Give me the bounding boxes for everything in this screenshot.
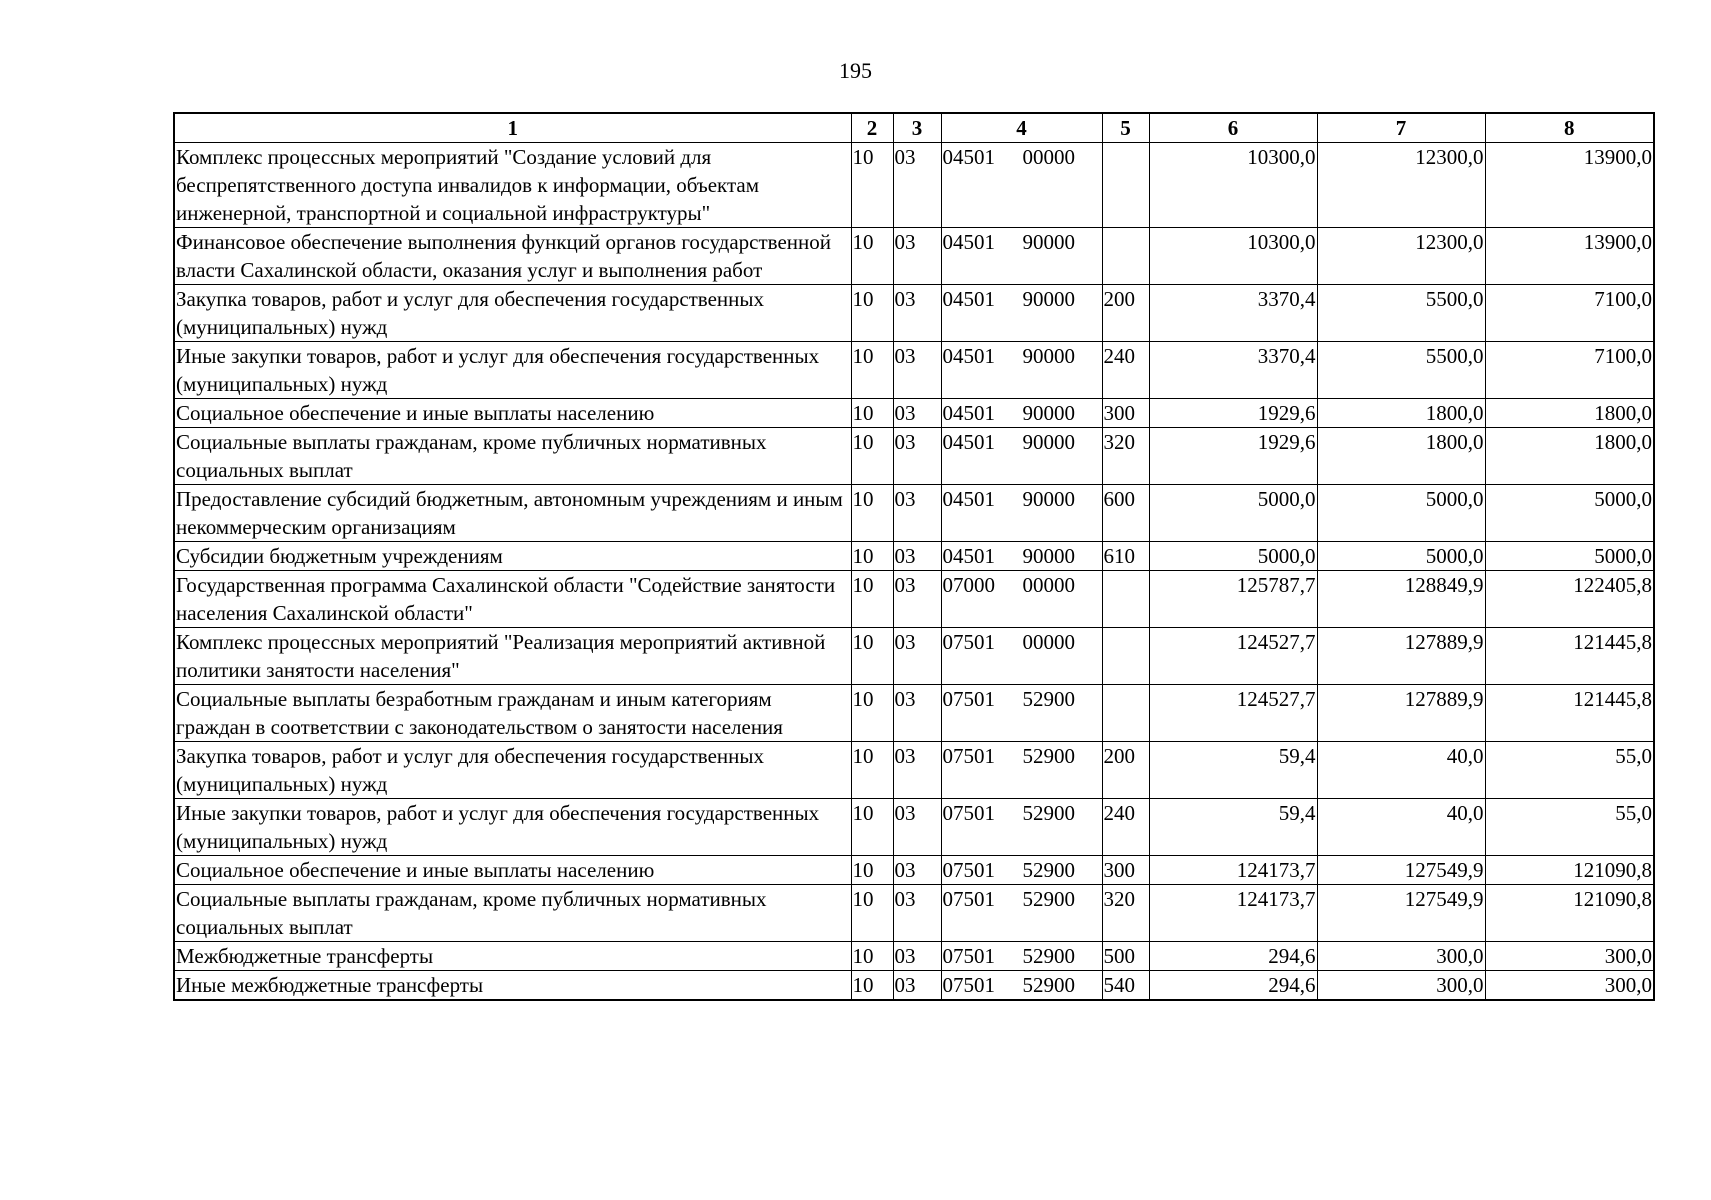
row-name-cell: Предоставление субсидий бюджетным, автономным учреждениям и иным некоммерческим организациям	[174, 485, 851, 542]
column-header: 1	[174, 113, 851, 143]
table-row	[174, 485, 1654, 542]
program-code-part-1: 07501	[942, 801, 995, 825]
program-code-part-1: 07501	[942, 630, 995, 654]
subsection-code-cell: 03	[893, 399, 941, 428]
amount-col7-cell: 5500,0	[1317, 342, 1485, 399]
amount-col7-cell: 12300,0	[1317, 228, 1485, 285]
program-code-part-1: 04501	[942, 487, 995, 511]
column-header: 2	[851, 113, 893, 143]
row-name-cell: Иные межбюджетные трансферты	[174, 971, 851, 1001]
program-code-cell	[941, 143, 1102, 228]
program-code-part-1: 07501	[942, 744, 995, 768]
amount-col7-cell: 300,0	[1317, 942, 1485, 971]
program-code-part-1: 07501	[942, 887, 995, 911]
row-name-cell: Социальные выплаты гражданам, кроме публичных нормативных социальных выплат	[174, 885, 851, 942]
expense-type-cell: 500	[1102, 942, 1149, 971]
amount-col6-cell: 59,4	[1149, 799, 1317, 856]
program-code-part-2: 00000	[1022, 630, 1075, 654]
program-code-part-2: 90000	[1022, 344, 1075, 368]
program-code-cell	[941, 742, 1102, 799]
table-row	[174, 942, 1654, 971]
subsection-code-cell: 03	[893, 856, 941, 885]
program-code-part-1: 07501	[942, 687, 995, 711]
program-code-cell	[941, 542, 1102, 571]
program-code-part-2: 52900	[1022, 858, 1075, 882]
amount-col6-cell: 5000,0	[1149, 485, 1317, 542]
row-name-cell: Финансовое обеспечение выполнения функций органов государственной власти Сахалинской области, оказания услуг и выполнения работ	[174, 228, 851, 285]
program-code-cell	[941, 971, 1102, 1001]
amount-col7-cell: 127889,9	[1317, 628, 1485, 685]
amount-col6-cell: 124173,7	[1149, 885, 1317, 942]
program-code-part-2: 52900	[1022, 801, 1075, 825]
amount-col8-cell: 13900,0	[1485, 143, 1654, 228]
table-row	[174, 685, 1654, 742]
section-code-cell: 10	[851, 742, 893, 799]
expense-type-cell: 320	[1102, 885, 1149, 942]
program-code-part-2: 52900	[1022, 887, 1075, 911]
row-name-cell: Межбюджетные трансферты	[174, 942, 851, 971]
row-name-cell: Комплекс процессных мероприятий "Реализация мероприятий активной политики занятости населения"	[174, 628, 851, 685]
program-code-part-1: 04501	[942, 430, 995, 454]
expense-type-cell: 300	[1102, 399, 1149, 428]
amount-col6-cell: 10300,0	[1149, 143, 1317, 228]
section-code-cell: 10	[851, 628, 893, 685]
amount-col6-cell: 294,6	[1149, 971, 1317, 1001]
subsection-code-cell: 03	[893, 971, 941, 1001]
program-code-part-2: 90000	[1022, 487, 1075, 511]
program-code-part-1: 04501	[942, 401, 995, 425]
section-code-cell: 10	[851, 685, 893, 742]
section-code-cell: 10	[851, 542, 893, 571]
program-code-cell	[941, 399, 1102, 428]
table-row	[174, 571, 1654, 628]
table-row	[174, 542, 1654, 571]
amount-col8-cell: 13900,0	[1485, 228, 1654, 285]
amount-col8-cell: 300,0	[1485, 971, 1654, 1001]
row-name-cell: Иные закупки товаров, работ и услуг для обеспечения государственных (муниципальных) нужд	[174, 799, 851, 856]
row-name-cell: Закупка товаров, работ и услуг для обеспечения государственных (муниципальных) нужд	[174, 285, 851, 342]
program-code-part-2: 90000	[1022, 287, 1075, 311]
table-row	[174, 399, 1654, 428]
section-code-cell: 10	[851, 971, 893, 1001]
expense-type-cell	[1102, 685, 1149, 742]
program-code-part-1: 07501	[942, 858, 995, 882]
amount-col8-cell: 1800,0	[1485, 399, 1654, 428]
subsection-code-cell: 03	[893, 542, 941, 571]
row-name-cell: Социальные выплаты безработным гражданам и иным категориям граждан в соответствии с законодательством о занятости населения	[174, 685, 851, 742]
amount-col7-cell: 128849,9	[1317, 571, 1485, 628]
amount-col6-cell: 294,6	[1149, 942, 1317, 971]
amount-col8-cell: 300,0	[1485, 942, 1654, 971]
program-code-part-2: 52900	[1022, 973, 1075, 997]
subsection-code-cell: 03	[893, 143, 941, 228]
column-header: 7	[1317, 113, 1485, 143]
table-row	[174, 428, 1654, 485]
expense-type-cell: 600	[1102, 485, 1149, 542]
table-row	[174, 856, 1654, 885]
section-code-cell: 10	[851, 942, 893, 971]
column-header: 6	[1149, 113, 1317, 143]
amount-col6-cell: 124173,7	[1149, 856, 1317, 885]
section-code-cell: 10	[851, 428, 893, 485]
row-name-cell: Закупка товаров, работ и услуг для обеспечения государственных (муниципальных) нужд	[174, 742, 851, 799]
section-code-cell: 10	[851, 799, 893, 856]
program-code-cell	[941, 885, 1102, 942]
subsection-code-cell: 03	[893, 799, 941, 856]
section-code-cell: 10	[851, 143, 893, 228]
expense-type-cell	[1102, 628, 1149, 685]
expense-type-cell	[1102, 228, 1149, 285]
subsection-code-cell: 03	[893, 942, 941, 971]
subsection-code-cell: 03	[893, 428, 941, 485]
expense-type-cell: 610	[1102, 542, 1149, 571]
budget-table	[173, 112, 1655, 1001]
program-code-part-2: 90000	[1022, 430, 1075, 454]
expense-type-cell: 320	[1102, 428, 1149, 485]
program-code-cell	[941, 285, 1102, 342]
program-code-part-1: 04501	[942, 145, 995, 169]
amount-col7-cell: 127889,9	[1317, 685, 1485, 742]
section-code-cell: 10	[851, 885, 893, 942]
table-row	[174, 143, 1654, 228]
column-header: 3	[893, 113, 941, 143]
amount-col8-cell: 7100,0	[1485, 285, 1654, 342]
amount-col8-cell: 121090,8	[1485, 885, 1654, 942]
program-code-cell	[941, 342, 1102, 399]
amount-col7-cell: 5000,0	[1317, 485, 1485, 542]
program-code-part-2: 90000	[1022, 401, 1075, 425]
table-row	[174, 228, 1654, 285]
program-code-cell	[941, 485, 1102, 542]
table-body	[174, 143, 1654, 1001]
amount-col6-cell: 10300,0	[1149, 228, 1317, 285]
amount-col7-cell: 300,0	[1317, 971, 1485, 1001]
program-code-cell	[941, 628, 1102, 685]
subsection-code-cell: 03	[893, 342, 941, 399]
expense-type-cell: 240	[1102, 799, 1149, 856]
row-name-cell: Социальные выплаты гражданам, кроме публичных нормативных социальных выплат	[174, 428, 851, 485]
amount-col8-cell: 55,0	[1485, 799, 1654, 856]
table-row	[174, 799, 1654, 856]
amount-col8-cell: 5000,0	[1485, 542, 1654, 571]
program-code-cell	[941, 856, 1102, 885]
program-code-part-2: 00000	[1022, 145, 1075, 169]
amount-col6-cell: 3370,4	[1149, 342, 1317, 399]
amount-col7-cell: 1800,0	[1317, 399, 1485, 428]
amount-col6-cell: 5000,0	[1149, 542, 1317, 571]
program-code-cell	[941, 942, 1102, 971]
row-name-cell: Субсидии бюджетным учреждениям	[174, 542, 851, 571]
expense-type-cell: 540	[1102, 971, 1149, 1001]
expense-type-cell: 300	[1102, 856, 1149, 885]
amount-col7-cell: 12300,0	[1317, 143, 1485, 228]
program-code-cell	[941, 685, 1102, 742]
section-code-cell: 10	[851, 571, 893, 628]
amount-col7-cell: 5000,0	[1317, 542, 1485, 571]
table-row	[174, 742, 1654, 799]
row-name-cell: Социальное обеспечение и иные выплаты населению	[174, 399, 851, 428]
page-number: 195	[839, 58, 872, 83]
amount-col8-cell: 121090,8	[1485, 856, 1654, 885]
amount-col8-cell: 5000,0	[1485, 485, 1654, 542]
subsection-code-cell: 03	[893, 571, 941, 628]
program-code-part-1: 04501	[942, 287, 995, 311]
amount-col6-cell: 59,4	[1149, 742, 1317, 799]
row-name-cell: Комплекс процессных мероприятий "Создание условий для беспрепятственного доступа инвалидов к информации, объектам инженерной, транспортной и социальной инфраструктуры"	[174, 143, 851, 228]
subsection-code-cell: 03	[893, 885, 941, 942]
amount-col8-cell: 121445,8	[1485, 685, 1654, 742]
amount-col6-cell: 124527,7	[1149, 685, 1317, 742]
program-code-part-2: 52900	[1022, 687, 1075, 711]
section-code-cell: 10	[851, 856, 893, 885]
section-code-cell: 10	[851, 285, 893, 342]
program-code-part-2: 00000	[1022, 573, 1075, 597]
subsection-code-cell: 03	[893, 742, 941, 799]
program-code-part-1: 04501	[942, 230, 995, 254]
section-code-cell: 10	[851, 228, 893, 285]
row-name-cell: Иные закупки товаров, работ и услуг для обеспечения государственных (муниципальных) нужд	[174, 342, 851, 399]
amount-col6-cell: 1929,6	[1149, 399, 1317, 428]
subsection-code-cell: 03	[893, 628, 941, 685]
header-row	[174, 113, 1654, 143]
amount-col6-cell: 1929,6	[1149, 428, 1317, 485]
program-code-part-1: 07501	[942, 973, 995, 997]
table-row	[174, 971, 1654, 1001]
column-header: 8	[1485, 113, 1654, 143]
section-code-cell: 10	[851, 399, 893, 428]
program-code-cell	[941, 428, 1102, 485]
section-code-cell: 10	[851, 485, 893, 542]
expense-type-cell	[1102, 143, 1149, 228]
amount-col7-cell: 127549,9	[1317, 885, 1485, 942]
subsection-code-cell: 03	[893, 285, 941, 342]
amount-col6-cell: 125787,7	[1149, 571, 1317, 628]
amount-col8-cell: 7100,0	[1485, 342, 1654, 399]
program-code-cell	[941, 799, 1102, 856]
amount-col8-cell: 122405,8	[1485, 571, 1654, 628]
table-row	[174, 342, 1654, 399]
program-code-part-1: 04501	[942, 544, 995, 568]
table-row	[174, 885, 1654, 942]
expense-type-cell: 240	[1102, 342, 1149, 399]
table-row	[174, 285, 1654, 342]
column-header: 5	[1102, 113, 1149, 143]
amount-col6-cell: 3370,4	[1149, 285, 1317, 342]
amount-col7-cell: 5500,0	[1317, 285, 1485, 342]
program-code-part-1: 07000	[942, 573, 995, 597]
program-code-part-2: 90000	[1022, 544, 1075, 568]
program-code-cell	[941, 571, 1102, 628]
table-row	[174, 628, 1654, 685]
row-name-cell: Социальное обеспечение и иные выплаты населению	[174, 856, 851, 885]
amount-col6-cell: 124527,7	[1149, 628, 1317, 685]
amount-col8-cell: 55,0	[1485, 742, 1654, 799]
program-code-part-2: 52900	[1022, 744, 1075, 768]
amount-col8-cell: 1800,0	[1485, 428, 1654, 485]
program-code-part-2: 52900	[1022, 944, 1075, 968]
amount-col7-cell: 40,0	[1317, 799, 1485, 856]
row-name-cell: Государственная программа Сахалинской области "Содействие занятости населения Сахалинской области"	[174, 571, 851, 628]
program-code-cell	[941, 228, 1102, 285]
column-header: 4	[941, 113, 1102, 143]
amount-col7-cell: 40,0	[1317, 742, 1485, 799]
amount-col8-cell: 121445,8	[1485, 628, 1654, 685]
subsection-code-cell: 03	[893, 485, 941, 542]
section-code-cell: 10	[851, 342, 893, 399]
expense-type-cell	[1102, 571, 1149, 628]
amount-col7-cell: 1800,0	[1317, 428, 1485, 485]
expense-type-cell: 200	[1102, 285, 1149, 342]
program-code-part-2: 90000	[1022, 230, 1075, 254]
subsection-code-cell: 03	[893, 685, 941, 742]
expense-type-cell: 200	[1102, 742, 1149, 799]
amount-col7-cell: 127549,9	[1317, 856, 1485, 885]
program-code-part-1: 04501	[942, 344, 995, 368]
program-code-part-1: 07501	[942, 944, 995, 968]
subsection-code-cell: 03	[893, 228, 941, 285]
